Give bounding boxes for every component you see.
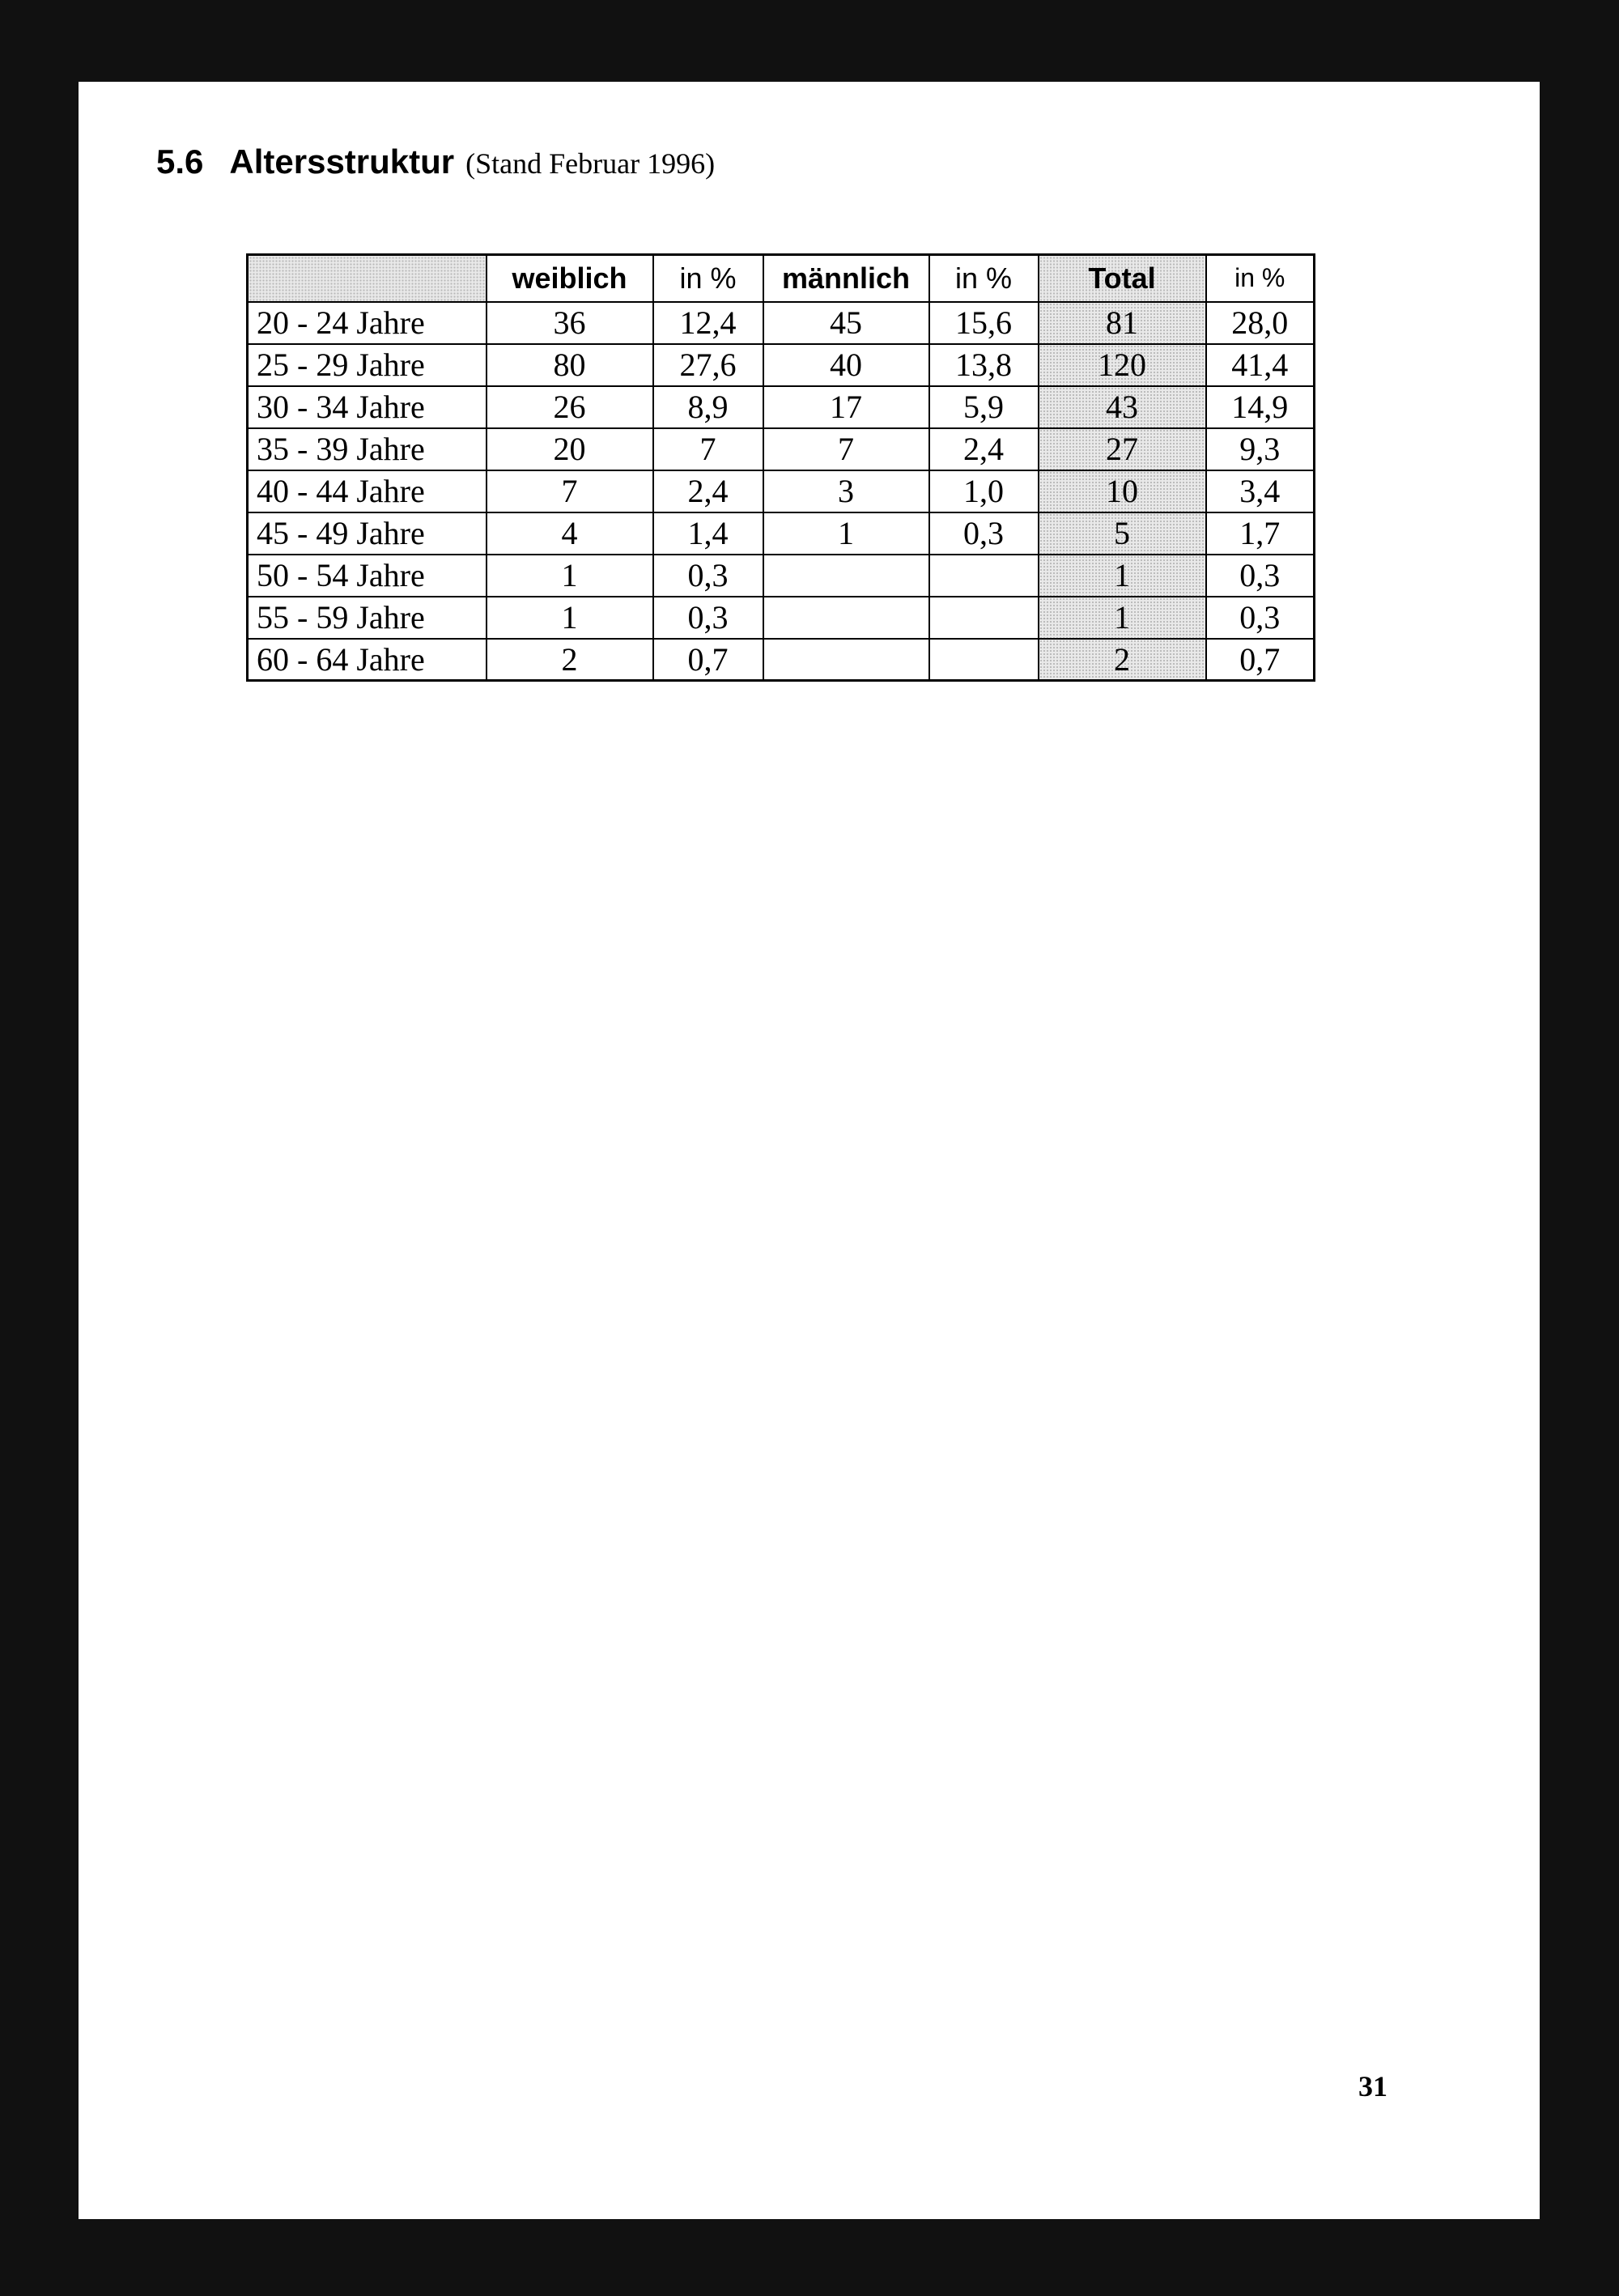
weiblich-cell: 80 bbox=[487, 344, 653, 386]
weiblich-percent-cell: 0,7 bbox=[653, 639, 763, 681]
weiblich-cell: 7 bbox=[487, 470, 653, 512]
header-weiblich-percent: in % bbox=[653, 255, 763, 302]
total-percent-cell: 0,3 bbox=[1206, 555, 1315, 597]
weiblich-percent-cell: 2,4 bbox=[653, 470, 763, 512]
total-percent-cell: 0,3 bbox=[1206, 597, 1315, 639]
maennlich-cell: 45 bbox=[763, 302, 929, 344]
weiblich-cell: 36 bbox=[487, 302, 653, 344]
table-header-row bbox=[248, 255, 1315, 302]
maennlich-cell: 17 bbox=[763, 386, 929, 428]
header-total: Total bbox=[1039, 255, 1206, 302]
weiblich-percent-cell: 0,3 bbox=[653, 555, 763, 597]
weiblich-percent-cell: 12,4 bbox=[653, 302, 763, 344]
header-maennlich: männlich bbox=[763, 255, 929, 302]
table-row bbox=[248, 386, 1315, 428]
maennlich-percent-cell bbox=[929, 555, 1039, 597]
maennlich-percent-cell bbox=[929, 639, 1039, 681]
table-row bbox=[248, 302, 1315, 344]
maennlich-cell: 40 bbox=[763, 344, 929, 386]
maennlich-percent-cell: 5,9 bbox=[929, 386, 1039, 428]
age-structure-table bbox=[246, 253, 1315, 682]
section-heading bbox=[156, 142, 715, 181]
weiblich-cell: 1 bbox=[487, 555, 653, 597]
maennlich-cell: 1 bbox=[763, 512, 929, 555]
total-cell: 10 bbox=[1039, 470, 1206, 512]
header-total-percent: in % bbox=[1206, 255, 1315, 302]
maennlich-cell: 3 bbox=[763, 470, 929, 512]
maennlich-cell bbox=[763, 597, 929, 639]
section-subtitle: (Stand Februar 1996) bbox=[465, 147, 716, 180]
weiblich-percent-cell: 7 bbox=[653, 428, 763, 470]
total-cell: 5 bbox=[1039, 512, 1206, 555]
page-number: 31 bbox=[1358, 2070, 1387, 2103]
maennlich-cell bbox=[763, 555, 929, 597]
total-cell: 1 bbox=[1039, 597, 1206, 639]
age-group-cell: 25 - 29 Jahre bbox=[248, 344, 487, 386]
weiblich-cell: 20 bbox=[487, 428, 653, 470]
table-row bbox=[248, 512, 1315, 555]
total-percent-cell: 14,9 bbox=[1206, 386, 1315, 428]
weiblich-percent-cell: 8,9 bbox=[653, 386, 763, 428]
age-group-cell: 45 - 49 Jahre bbox=[248, 512, 487, 555]
table-row bbox=[248, 470, 1315, 512]
weiblich-cell: 4 bbox=[487, 512, 653, 555]
table-row bbox=[248, 597, 1315, 639]
age-group-cell: 40 - 44 Jahre bbox=[248, 470, 487, 512]
total-percent-cell: 1,7 bbox=[1206, 512, 1315, 555]
maennlich-cell: 7 bbox=[763, 428, 929, 470]
total-cell: 1 bbox=[1039, 555, 1206, 597]
total-percent-cell: 9,3 bbox=[1206, 428, 1315, 470]
section-title: Altersstruktur bbox=[229, 142, 455, 181]
maennlich-percent-cell: 2,4 bbox=[929, 428, 1039, 470]
table-row bbox=[248, 428, 1315, 470]
header-weiblich: weiblich bbox=[487, 255, 653, 302]
age-group-cell: 50 - 54 Jahre bbox=[248, 555, 487, 597]
total-cell: 81 bbox=[1039, 302, 1206, 344]
header-maennlich-percent: in % bbox=[929, 255, 1039, 302]
maennlich-percent-cell: 15,6 bbox=[929, 302, 1039, 344]
age-group-cell: 55 - 59 Jahre bbox=[248, 597, 487, 639]
weiblich-cell: 26 bbox=[487, 386, 653, 428]
maennlich-percent-cell: 0,3 bbox=[929, 512, 1039, 555]
age-group-cell: 35 - 39 Jahre bbox=[248, 428, 487, 470]
total-cell: 120 bbox=[1039, 344, 1206, 386]
header-corner bbox=[248, 255, 487, 302]
table-row bbox=[248, 555, 1315, 597]
total-percent-cell: 28,0 bbox=[1206, 302, 1315, 344]
maennlich-percent-cell: 13,8 bbox=[929, 344, 1039, 386]
section-number: 5.6 bbox=[156, 142, 204, 181]
weiblich-percent-cell: 27,6 bbox=[653, 344, 763, 386]
age-group-cell: 20 - 24 Jahre bbox=[248, 302, 487, 344]
total-cell: 27 bbox=[1039, 428, 1206, 470]
total-cell: 43 bbox=[1039, 386, 1206, 428]
weiblich-cell: 1 bbox=[487, 597, 653, 639]
maennlich-cell bbox=[763, 639, 929, 681]
total-percent-cell: 0,7 bbox=[1206, 639, 1315, 681]
table-row bbox=[248, 639, 1315, 681]
weiblich-percent-cell: 0,3 bbox=[653, 597, 763, 639]
age-group-cell: 60 - 64 Jahre bbox=[248, 639, 487, 681]
total-cell: 2 bbox=[1039, 639, 1206, 681]
maennlich-percent-cell bbox=[929, 597, 1039, 639]
weiblich-percent-cell: 1,4 bbox=[653, 512, 763, 555]
maennlich-percent-cell: 1,0 bbox=[929, 470, 1039, 512]
total-percent-cell: 41,4 bbox=[1206, 344, 1315, 386]
age-group-cell: 30 - 34 Jahre bbox=[248, 386, 487, 428]
table-row bbox=[248, 344, 1315, 386]
weiblich-cell: 2 bbox=[487, 639, 653, 681]
total-percent-cell: 3,4 bbox=[1206, 470, 1315, 512]
